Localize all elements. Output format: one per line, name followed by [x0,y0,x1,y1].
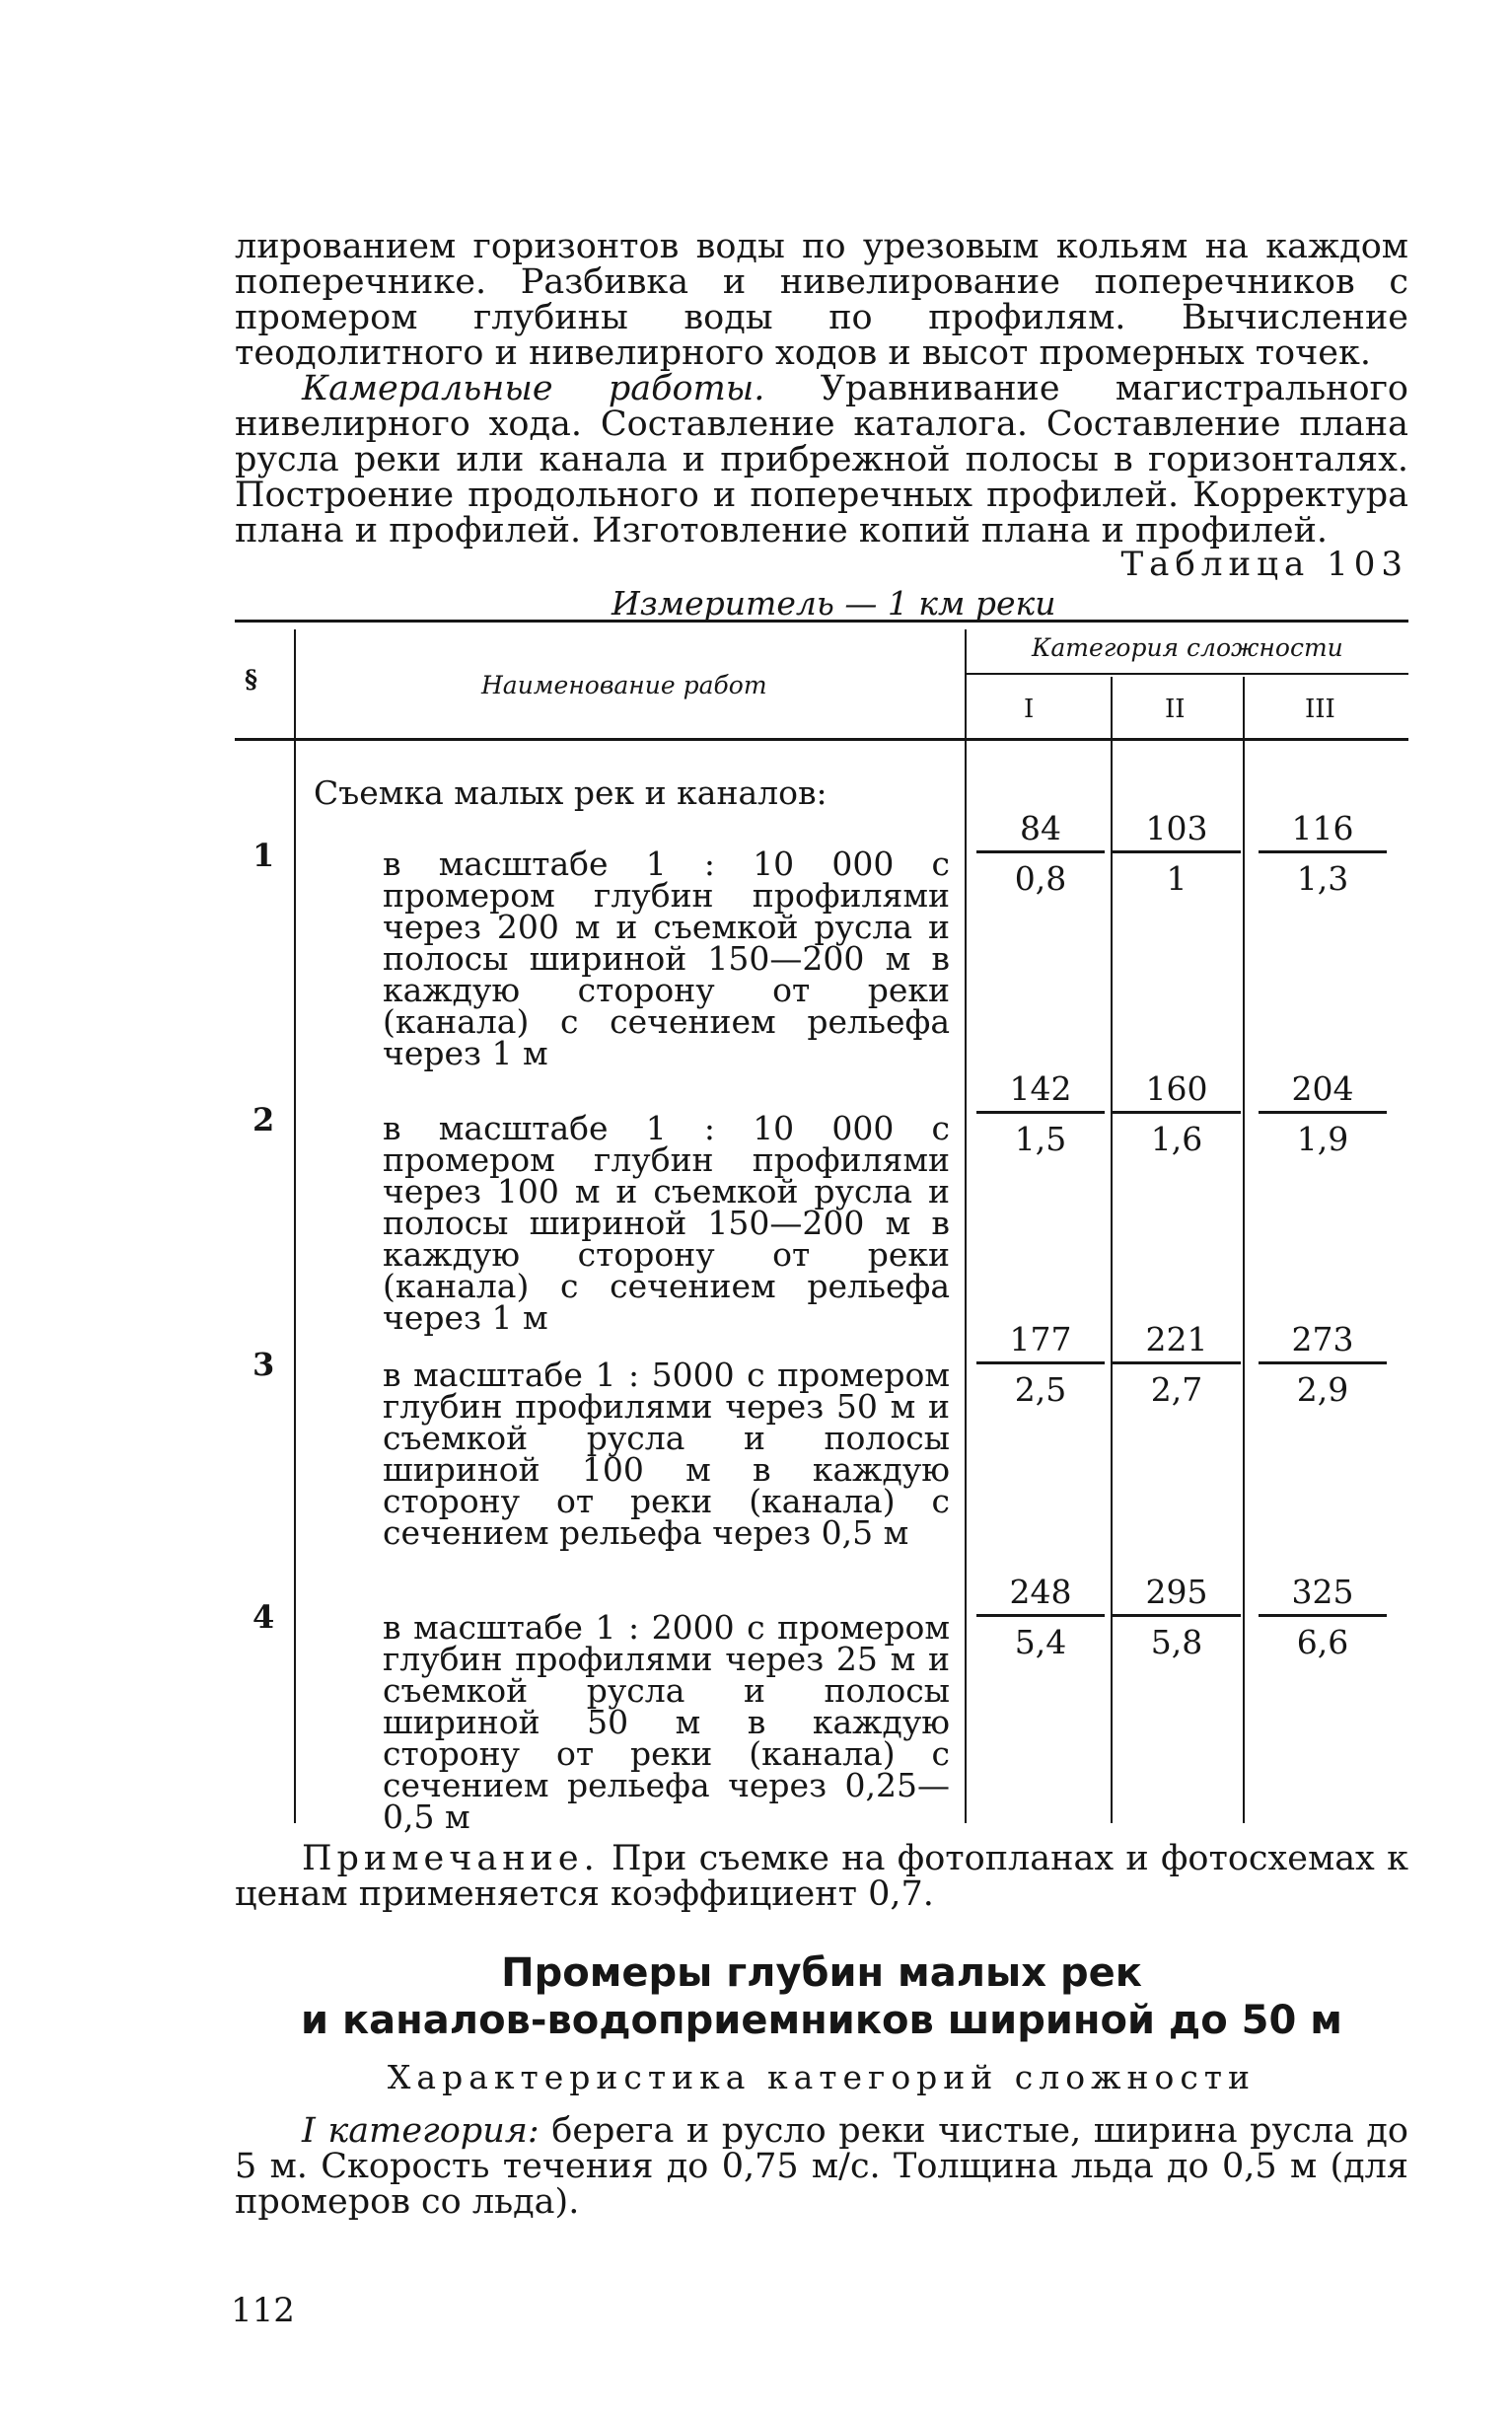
category-header-rule [965,673,1408,675]
row-text-2: в масштабе 1 : 10 000 с промером глубин профилями через 100 м и съемкой русла и полосы шириной 150—200 м в каждую сторону от реки (канала) с сечением рельефа через 1 м [383,1109,950,1337]
value-4-III: 325 6,6 [1259,1573,1387,1662]
category-1-paragraph [235,2113,1408,2220]
value-2-III: 204 1,9 [1259,1069,1387,1159]
value-3-II: 221 2,7 [1113,1320,1241,1410]
row-text-4: в масштабе 1 : 2000 с промером глубин профилями через 25 м и съемкой русла и полосы шириной 50 м в каждую сторону от реки (канала) с сечением рельефа через 0,25—0,5 м [383,1608,950,1836]
value-1-I: 84 0,8 [976,809,1105,899]
row-number-4: 4 [252,1598,275,1636]
row-text-3: в масштабе 1 : 5000 с промером глубин профилями через 50 м и съемкой русла и полосы шириной 100 м в каждую сторону от реки (канала) с сечением рельефа через 0,5 м [383,1356,950,1552]
row-number-1: 1 [252,837,275,874]
value-3-III: 273 2,9 [1259,1320,1387,1410]
price-table [235,620,1408,1836]
value-2-I: 142 1,5 [976,1069,1105,1159]
note-text: При съемке на фотопланах и фотосхемах к ценам применяется коэффициент 0,7. [235,1839,1408,1914]
table-caption: Таблица 103 [1120,545,1408,584]
row-text-1: в масштабе 1 : 10 000 с промером глубин профилями через 200 м и съемкой русла и полосы шириной 150—200 м в каждую сторону от реки (канала) с сечением рельефа через 1 м [383,844,950,1072]
section-subheading: Характеристика категорий сложности [387,2058,1257,2096]
page-number: 112 [231,2291,295,2330]
group-title: Съемка малых рек и каналов: [314,773,828,812]
table-header-rule [235,738,1408,741]
table-top-rule [235,620,1408,623]
value-1-III: 116 1,3 [1259,809,1387,899]
category-header: Категория сложности [1032,633,1343,662]
section-header: § [245,665,258,694]
category-III-header: III [1305,695,1335,724]
work-name-header: Наименование работ [481,671,767,699]
name-column-divider [965,629,967,1823]
section-heading-line-1: Промеры глубин малых рек [501,1950,1142,1996]
section-heading-line-2: и каналов-водоприемников шириной до 50 м [301,1998,1342,2043]
table-note [235,1841,1408,1912]
category-I-header: I [1024,695,1035,724]
table-measure-unit: Измеритель — 1 км реки [612,584,1056,623]
category-divider-2 [1243,677,1245,1823]
value-4-I: 248 5,4 [976,1573,1105,1662]
value-3-I: 177 2,5 [976,1320,1105,1410]
office-work-paragraph [235,371,1408,549]
category-1-text: берега и русло реки чистые, ширина русла до 5 м. Скорость течения до 0,75 м/с. Толщина льда до 0,5 м (для промеров со льда). [235,2111,1408,2222]
office-work-label: Камеральные работы. [302,369,765,408]
category-1-label: I категория: [302,2111,540,2151]
category-II-header: II [1165,695,1186,724]
value-4-II: 295 5,8 [1113,1573,1241,1662]
intro-paragraph: лированием горизонтов воды по урезовым кольям на каждом поперечнике. Разбивка и нивелирование поперечников с промером глубины воды по профилям. Вычисление теодолитного и нивелирного ходов и высот промерных точек. [235,227,1408,373]
section-column-divider [294,629,296,1823]
note-label: Примечание. [302,1839,600,1878]
row-number-2: 2 [252,1101,275,1138]
office-work-text: Уравнивание магистрального нивелирного хода. Составление каталога. Составление плана русла реки или канала и прибрежной полосы в горизонталях. Построение продольного и поперечных профилей. Корректура плана и профилей. Изготовление копий плана и профилей. [235,369,1408,550]
value-2-II: 160 1,6 [1113,1069,1241,1159]
row-number-3: 3 [252,1346,275,1383]
value-1-II: 103 1 [1113,809,1241,899]
